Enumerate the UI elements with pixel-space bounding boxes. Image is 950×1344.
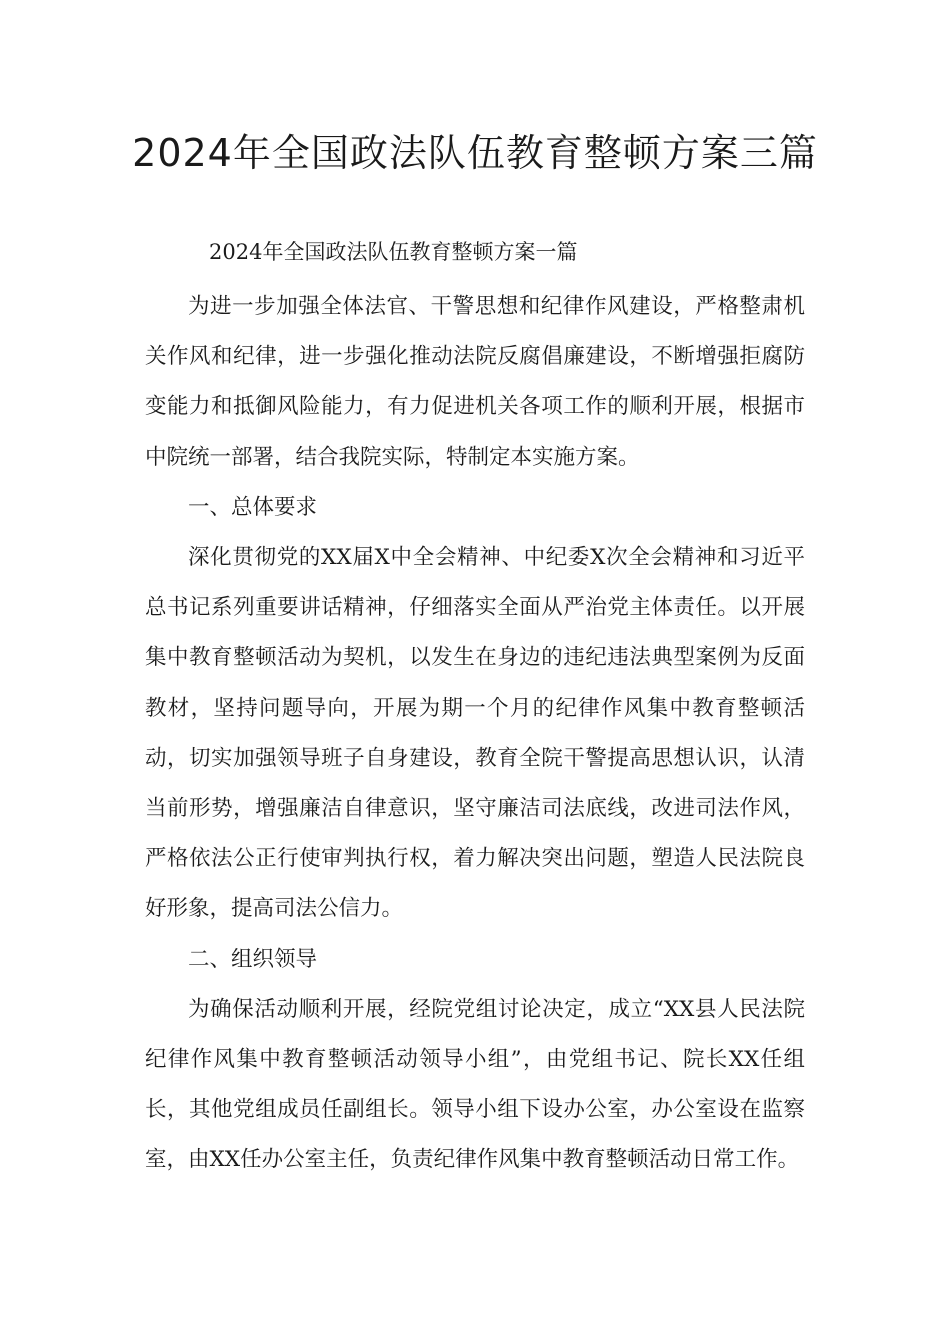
organization-paragraph: 为确保活动顺利开展，经院党组讨论决定，成立“XX县人民法院纪律作风集中教育整顿活动领导小组”，由党组书记、院长XX任组长，其他党组成员任副组长。领导小组下设办公室，办公室设在监察室，由XX任办公室主任，负责纪律作风集中教育整顿活动日常工作。 bbox=[145, 996, 805, 1173]
section-heading-general-requirements: 一、总体要求 bbox=[188, 494, 318, 520]
section-heading-organization: 二、组织领导 bbox=[188, 946, 318, 972]
document-title: 2024年全国政法队伍教育整顿方案三篇 bbox=[132, 131, 818, 175]
document-body bbox=[145, 230, 805, 1186]
section-subtitle: 2024年全国政法队伍教育整顿方案一篇 bbox=[209, 240, 578, 264]
intro-paragraph: 为进一步加强全体法官、干警思想和纪律作风建设，严格整肃机关作风和纪律，进一步强化推动法院反腐倡廉建设，不断增强拒腐防变能力和抵御风险能力，有力促进机关各项工作的顺利开展，根据市中院统一部署，结合我院实际，特制定本实施方案。 bbox=[145, 294, 805, 470]
general-requirements-paragraph: 深化贯彻党的XX届X中全会精神、中纪委X次全会精神和习近平总书记系列重要讲话精神，仔细落实全面从严治党主体责任。以开展集中教育整顿活动为契机，以发生在身边的违纪违法典型案例为反面教材，坚持问题导向，开展为期一个月的纪律作风集中教育整顿活动，切实加强领导班子自身建设，教育全院干警提高思想认识，认清当前形势，增强廉洁自律意识，坚守廉洁司法底线，改进司法作风，严格依法公正行使审判执行权，着力解决突出问题，塑造人民法院良好形象，提高司法公信力。 bbox=[145, 545, 805, 922]
